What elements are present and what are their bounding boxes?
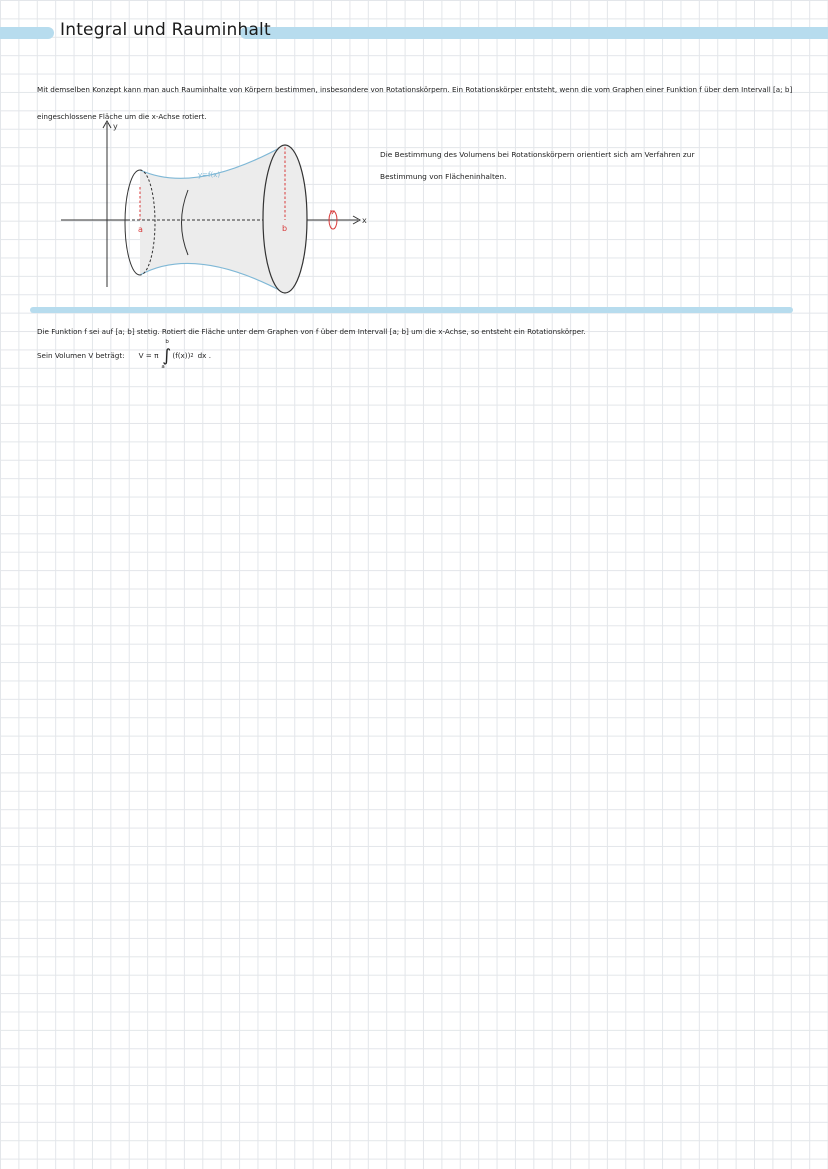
curve-label: y=f(x) (198, 171, 221, 179)
page-title: Integral und Rauminhalt (60, 20, 271, 40)
section-divider (30, 307, 793, 313)
differential: dx . (197, 351, 211, 360)
volume-line (37, 339, 807, 370)
integral-symbol: ∫ (162, 346, 172, 366)
integrand-exponent: 2 (190, 353, 194, 359)
integrand: (f(x)) (172, 351, 191, 360)
left-bound-label: a (138, 225, 143, 234)
volume-formula (138, 339, 211, 370)
rotation-body-figure (55, 115, 375, 300)
volume-prefix: Sein Volumen V beträgt: (37, 351, 125, 360)
y-axis-label: y (113, 122, 118, 131)
title-accent-right (240, 27, 828, 39)
intro-paragraph: Mit demselben Konzept kann man auch Rauminhalte von Körpern bestimmen, insbesondere von Rotationskörpern. Ein Rotationskörper entsteht, wenn die vom Graphen einer Funktion f über dem Intervall [a; b] eingeschlossene Fläche um die x-Achse rotiert. (37, 85, 793, 121)
theorem-text: Die Funktion f sei auf [a; b] stetig. Rotiert die Fläche unter dem Graphen von f über dem Intervall [a; b] um die x-Achse, so entsteht ein Rotationskörper. (37, 327, 586, 336)
x-axis-label: x (362, 216, 367, 225)
title-accent-left (0, 27, 54, 39)
theorem-block (37, 320, 807, 368)
integral-upper-bound: b (165, 339, 169, 345)
left-ellipse-front (125, 170, 140, 275)
integral-lower-bound: a (161, 364, 165, 370)
right-bound-label: b (282, 224, 288, 233)
integral-sign (161, 339, 172, 370)
formula-lhs: V = π (138, 351, 159, 360)
side-note: Die Bestimmung des Volumens bei Rotationskörpern orientiert sich am Verfahren zur Bestimmung von Flächeninhalten. (380, 150, 695, 181)
